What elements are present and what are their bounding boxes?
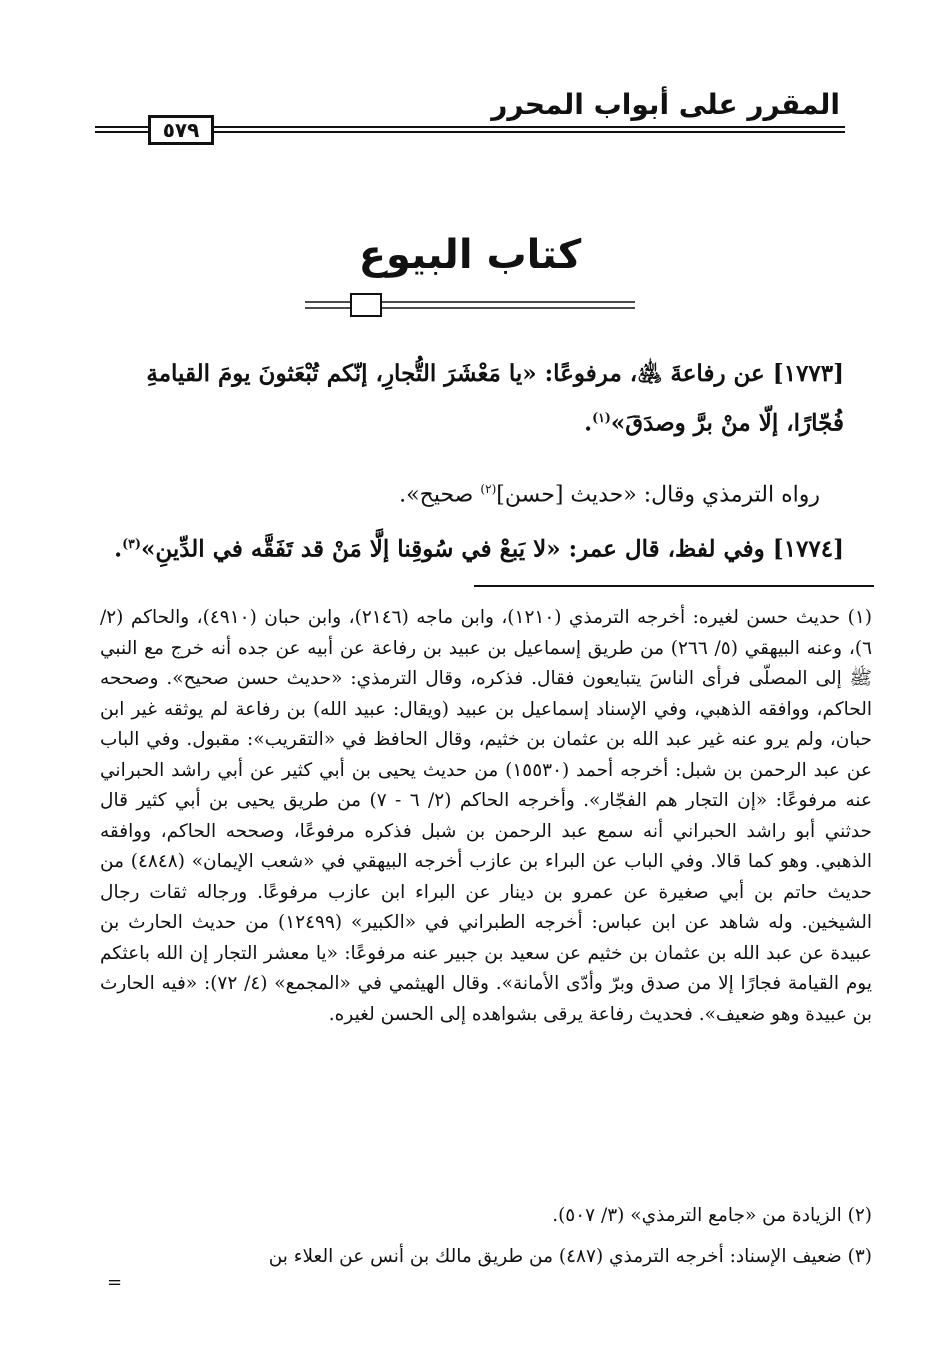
title-ornament xyxy=(305,290,635,320)
page-number: ٥٧٩ xyxy=(148,115,214,145)
hadith-end: . xyxy=(584,409,593,437)
hadith-text: وفي لفظ، قال عمر: «لا يَبعْ في سُوقِنا إلَّا مَنْ قد تَفَقَّه في الدِّينِ» xyxy=(140,535,773,563)
continued-mark: = xyxy=(107,1272,123,1293)
ornament-square xyxy=(351,294,381,316)
footnote-2: (٢) الزيادة من «جامع الترمذي» (٣/ ٥٠٧). xyxy=(552,1205,872,1226)
footnote-ref: (٢) xyxy=(480,482,497,496)
hadith-text: عن رفاعةَ ﵁، مرفوعًا: «يا مَعْشَرَ التُّجارِ، إنّكم تُبْعَثونَ يومَ القيامةِ فُجّارًا، إلّا منْ برَّ وصدَقَ» xyxy=(146,360,844,437)
running-title: المقرر على أبواب المحرر xyxy=(491,88,840,121)
narration-text: رواه الترمذي وقال: «حديث [حسن] xyxy=(496,482,820,508)
hadith-number: [١٧٧٤] xyxy=(772,535,844,563)
hadith-number: [١٧٧٣] xyxy=(772,360,844,387)
footnote-1 xyxy=(100,603,872,1030)
narration-line xyxy=(96,471,820,513)
footnote-ref: (٣) xyxy=(122,536,141,551)
narration-text-end: صحيح». xyxy=(399,482,481,508)
footnote-3: (٣) ضعيف الإسناد: أخرجه الترمذي (٤٨٧) من طريق مالك بن أنس عن العلاء بن xyxy=(268,1246,872,1267)
chapter-title: كتاب البيوع xyxy=(358,232,582,278)
footnote-separator xyxy=(474,585,874,587)
footnote-ref: (١) xyxy=(592,410,611,425)
hadith-1774 xyxy=(96,522,844,572)
footnote-text: (١) حديث حسن لغيره: أخرجه الترمذي (١٢١٠)، وابن ماجه (٢١٤٦)، وابن حبان (٤٩١٠)، والحاكم (٢/ ٦)، وعنه البيهقي (٥/ ٢٦٦) من طريق إسماعيل بن عبيد بن رفاعة عن أبيه عن جده أنه خرج مع النبي ﷺ إلى المصلّى فرأى الناسَ يتبايعون فقال. فذكره، وقال الترمذي: «حديث حسن صحيح». وصححه الحاكم، ووافقه الذهبي، وفي الإسناد إسماعيل بن عبيد (ويقال: عبيد الله) بن رفاعة لم يوثقه غير ابن حبان، ولم يرو عنه غير عبد الله بن عثمان بن خثيم، وقال الحافظ في «التقريب»: مقبول. وفي الباب عن عبد الرحمن بن شبل: أخرجه أحمد (١٥٥٣٠) من حديث يحيى بن أبي كثير عن أبي راشد الحبراني عنه مرفوعًا: «إن التجار هم الفجّار». وأخرجه الحاكم (٢/ ٦ - ٧) من طريق يحيى بن أبي كثير قال حدثني أبو راشد الحبراني أنه سمع عبد الرحمن بن شبل فذكره مرفوعًا، وصححه الحاكم، ووافقه الذهبي. وهو كما قالا. وفي الباب عن البراء بن عازب أخرجه البيهقي في «شعب الإيمان» (٤٨٤٨) من حديث حاتم بن أبي صغيرة عن عمرو بن دينار عن البراء ابن عازب مرفوعًا. ورجاله ثقات رجال الشيخين. وله شاهد عن ابن عباس: أخرجه الطبراني في «الكبير» (١٢٤٩٩) من حديث الحارث بن عبيدة عن عبد الله بن عثمان بن خثيم عن سعيد بن جبير عنه مرفوعًا: «يا معشر التجار إن الله باعثكم يوم القيامة فجارًا إلا من صدق وبرّ وأدّى الأمانة». وقال الهيثمي في «المجمع» (٤/ ٧٢): «فيه الحارث بن عبيدة وهو ضعيف». فحديث رفاعة يرقى بشواهده إلى الحسن لغيره. xyxy=(100,607,872,1025)
hadith-1773 xyxy=(96,352,844,446)
hadith-end: . xyxy=(114,535,123,563)
